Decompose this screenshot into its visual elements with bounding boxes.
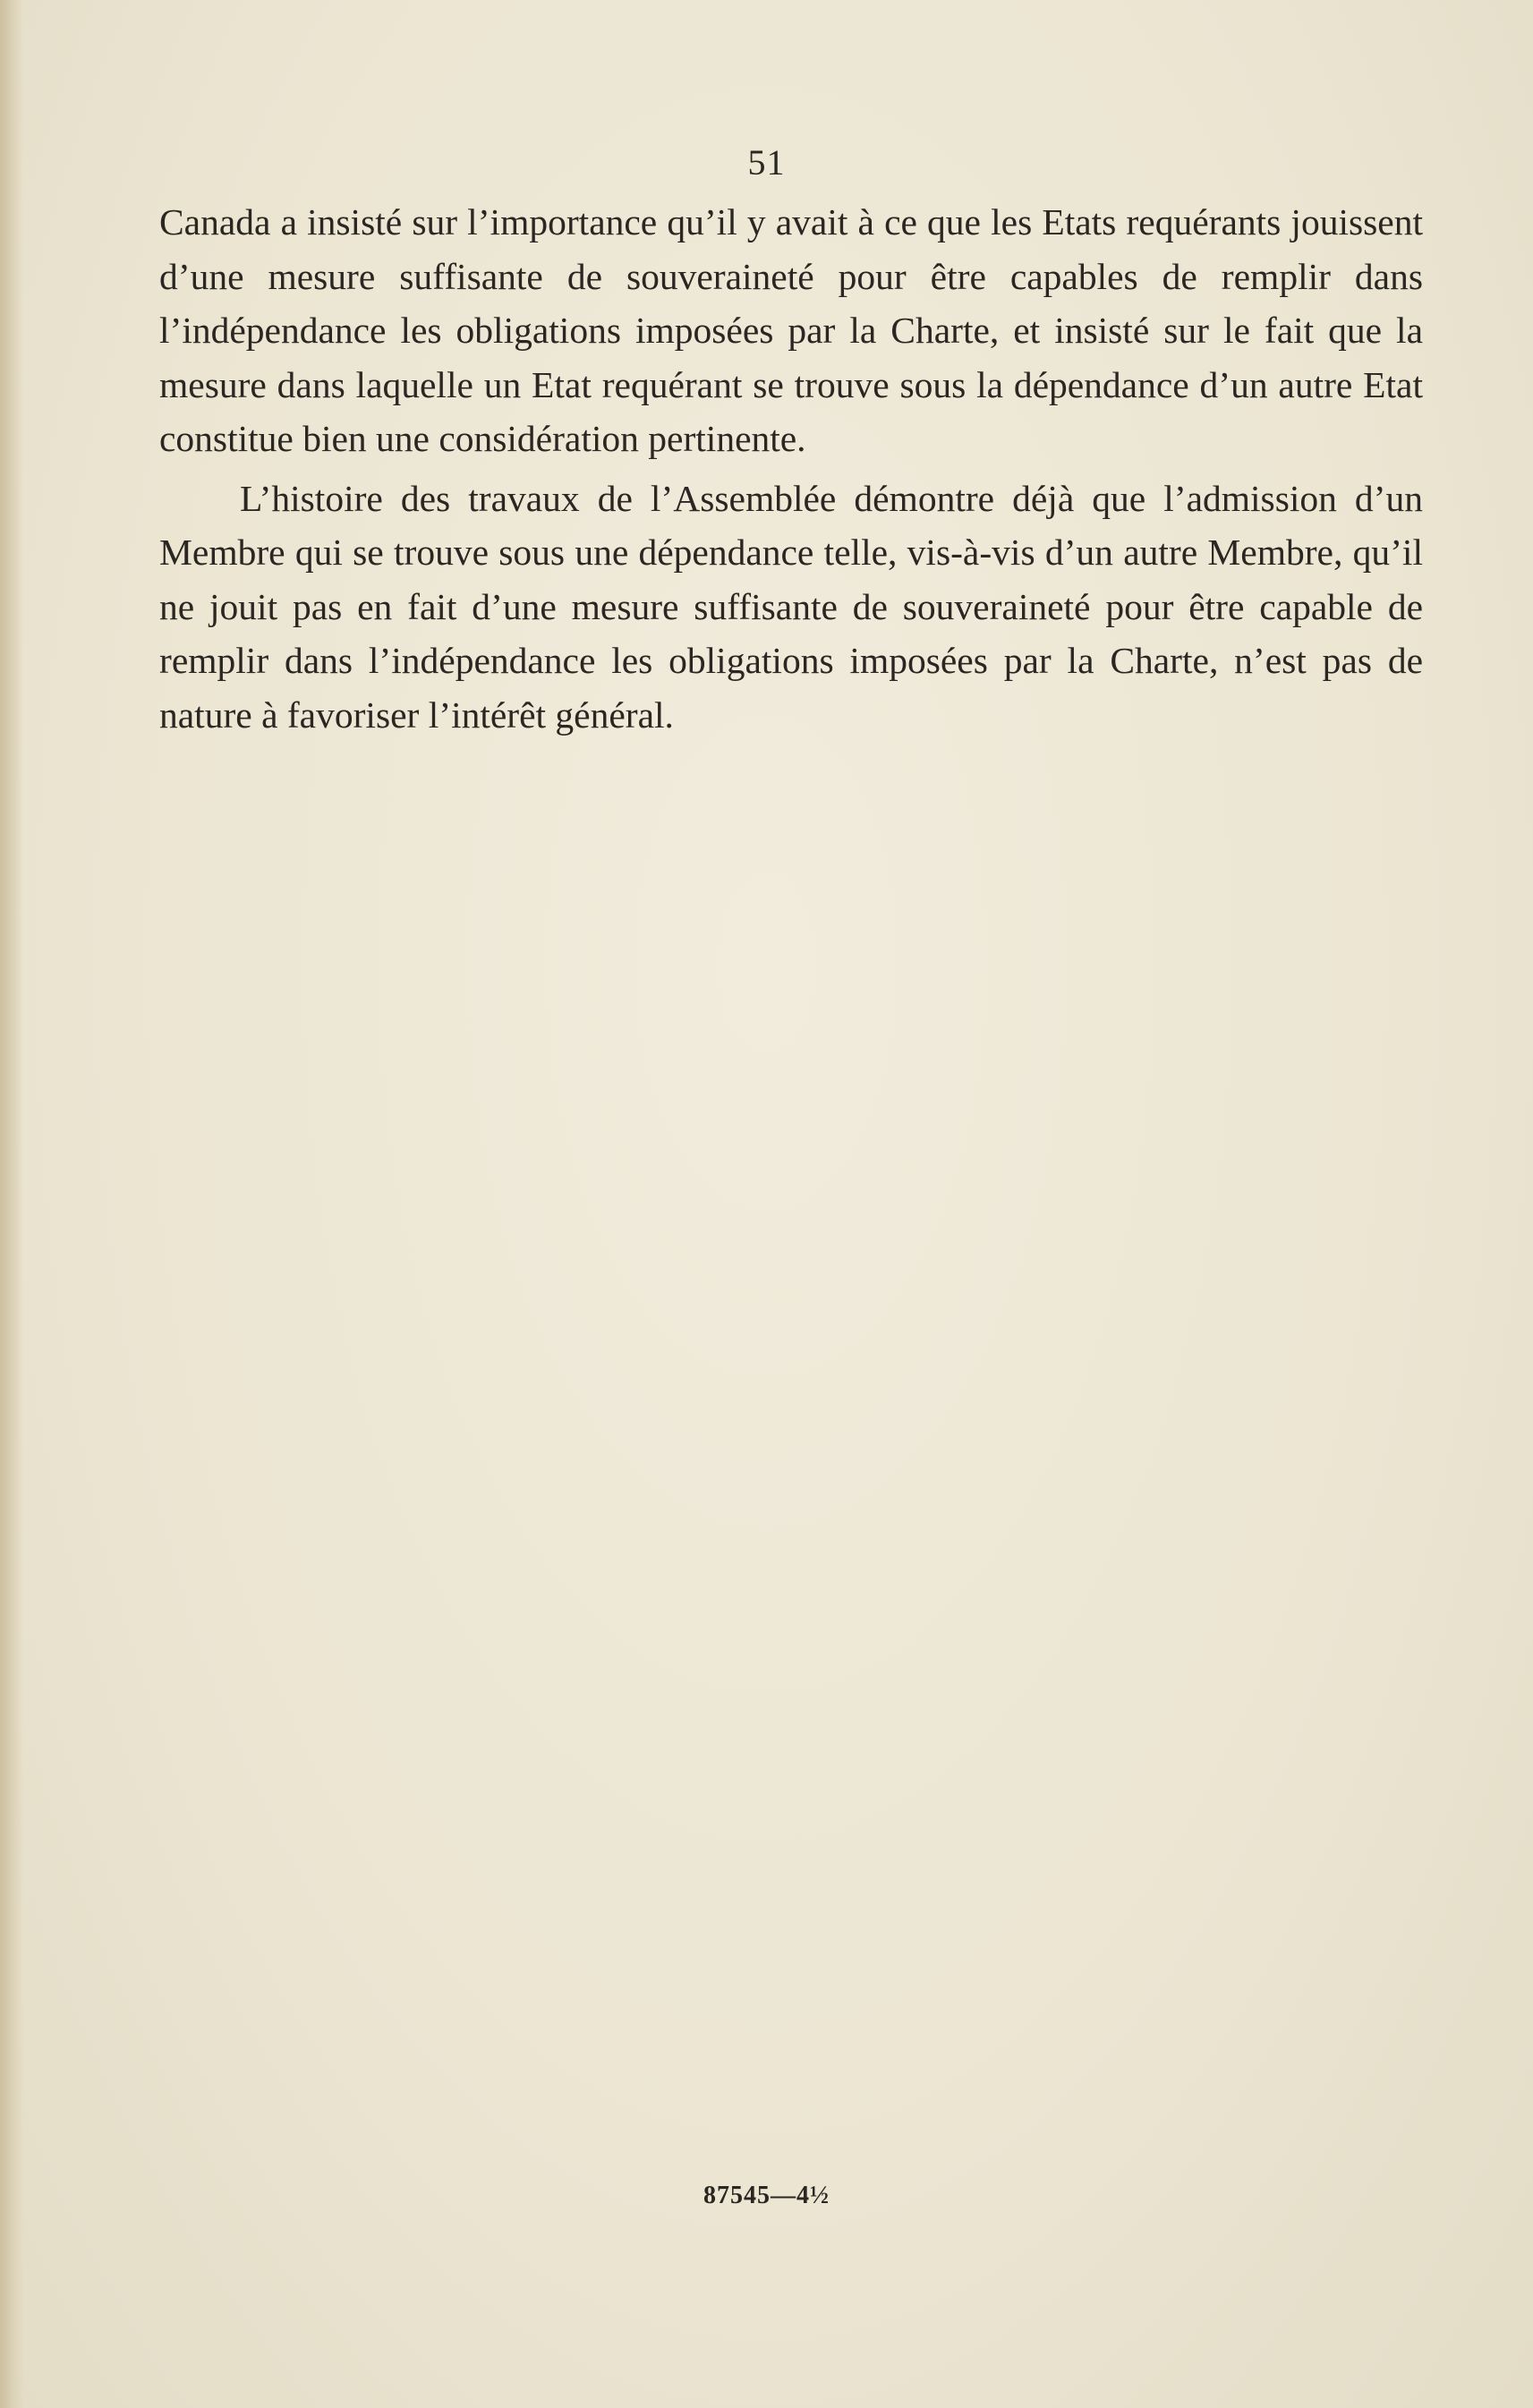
paragraph-1: Canada a insisté sur l’importance qu’il y avait à ce que les Etats requérants jouissent d’une mesure suffisante de souveraineté pour être capables de remplir dans l’indépendance les obligations imposées par la Charte, et insisté sur le fait que la mesure dans laquelle un Etat requérant se trouve sous la dépendance d’un autre Etat constitue bien une considération pertinente. (159, 201, 1423, 459)
printer-signature-mark: 87545—4½ (703, 2182, 830, 2209)
page-number: 51 (747, 142, 786, 183)
paragraph-2: L’histoire des travaux de l’Assemblée démontre déjà que l’admission d’un Membre qui se trouve sous une dépendance telle, vis-à-vis d’un autre Membre, qu’il ne jouit pas en fait d’une mesure suffisante de souveraineté pour être capable de remplir dans l’indépendance les obligations imposées par la Charte, n’est pas de nature à favoriser l’intérêt général. (159, 477, 1423, 736)
body-text (159, 195, 1423, 747)
page-edge-shadow (0, 0, 23, 2408)
